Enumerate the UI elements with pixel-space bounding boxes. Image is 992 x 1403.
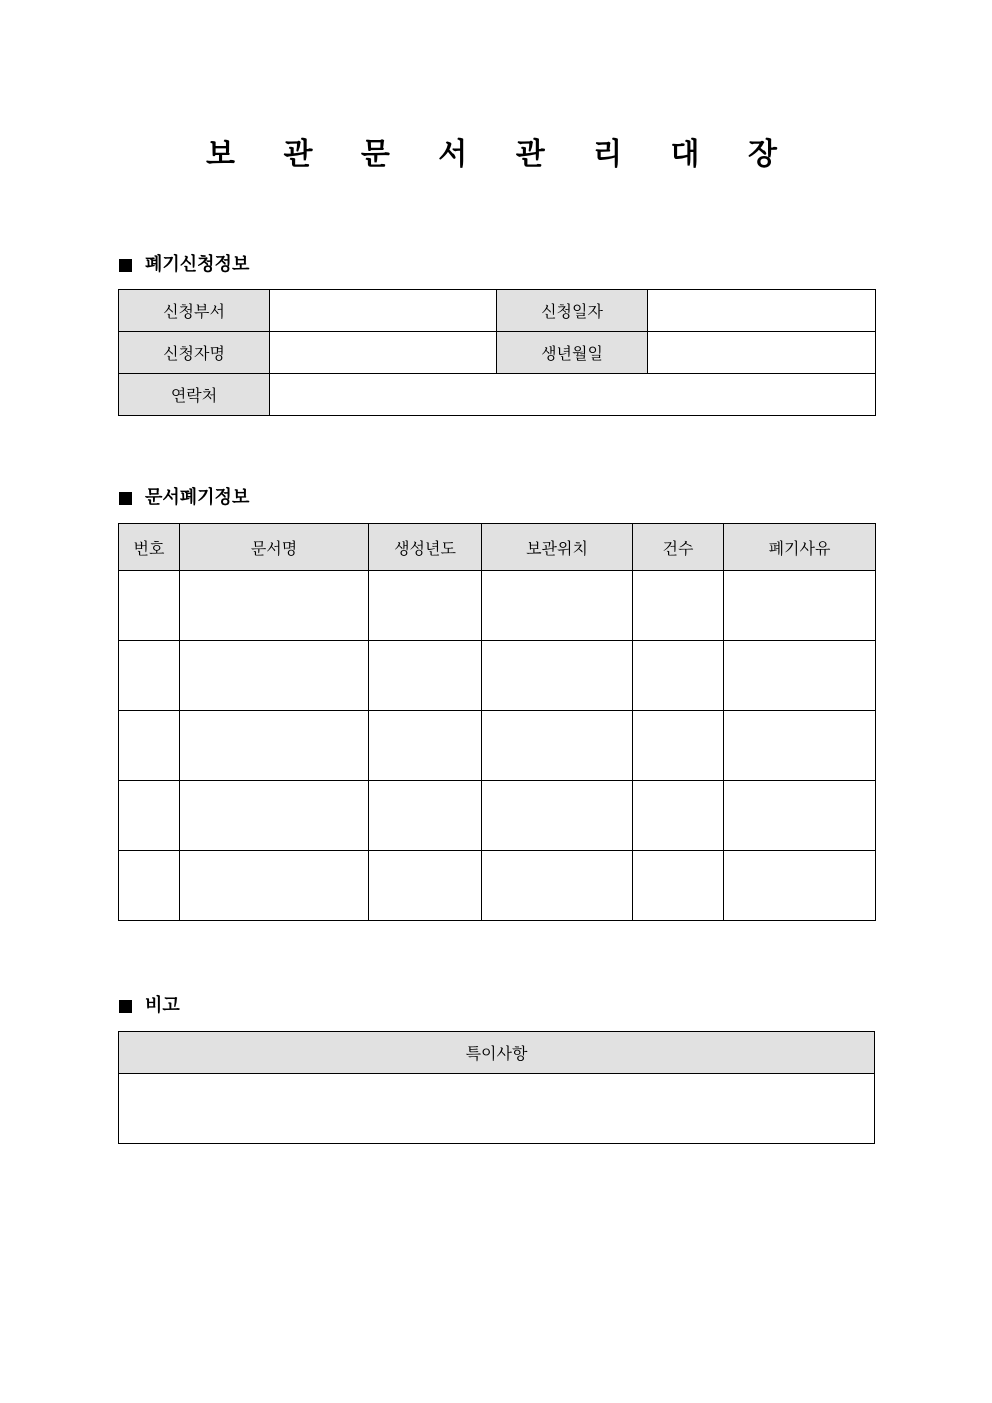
cell-disposal-reason[interactable] (724, 571, 876, 641)
table-row (119, 571, 876, 641)
cell-creation-year[interactable] (369, 781, 482, 851)
label-department: 신청부서 (119, 290, 270, 332)
remarks-table (118, 1031, 875, 1144)
field-request-date[interactable] (648, 290, 876, 332)
column-header-count: 건수 (633, 524, 724, 571)
square-bullet-icon (119, 492, 132, 505)
table-header-row (119, 524, 876, 571)
table-row (119, 711, 876, 781)
cell-number[interactable] (119, 571, 180, 641)
field-department[interactable] (270, 290, 497, 332)
cell-count[interactable] (633, 781, 724, 851)
table-row (119, 290, 876, 332)
cell-number[interactable] (119, 711, 180, 781)
table-header-row (119, 1032, 875, 1074)
request-info-table (118, 289, 876, 416)
column-header-creation-year: 생성년도 (369, 524, 482, 571)
cell-creation-year[interactable] (369, 711, 482, 781)
cell-document-name[interactable] (180, 641, 369, 711)
cell-creation-year[interactable] (369, 851, 482, 921)
cell-document-name[interactable] (180, 851, 369, 921)
cell-document-name[interactable] (180, 711, 369, 781)
column-header-document-name: 문서명 (180, 524, 369, 571)
table-row (119, 332, 876, 374)
cell-document-name[interactable] (180, 571, 369, 641)
cell-storage-location[interactable] (482, 571, 633, 641)
section-heading-request-text: 폐기신청정보 (145, 254, 250, 275)
section-heading-remarks (119, 994, 180, 1018)
table-row (119, 641, 876, 711)
label-birthdate: 생년월일 (497, 332, 648, 374)
field-contact[interactable] (270, 374, 876, 416)
label-request-date: 신청일자 (497, 290, 648, 332)
cell-count[interactable] (633, 641, 724, 711)
cell-storage-location[interactable] (482, 641, 633, 711)
cell-disposal-reason[interactable] (724, 711, 876, 781)
document-title: 보 관 문 서 관 리 대 장 (206, 137, 796, 172)
square-bullet-icon (119, 259, 132, 272)
cell-count[interactable] (633, 711, 724, 781)
cell-disposal-reason[interactable] (724, 781, 876, 851)
section-heading-disposal (119, 486, 249, 510)
table-row (119, 781, 876, 851)
cell-storage-location[interactable] (482, 711, 633, 781)
label-applicant: 신청자명 (119, 332, 270, 374)
column-header-number: 번호 (119, 524, 180, 571)
cell-number[interactable] (119, 781, 180, 851)
table-row (119, 374, 876, 416)
remarks-header: 특이사항 (119, 1032, 875, 1074)
table-row (119, 1074, 875, 1144)
column-header-disposal-reason: 폐기사유 (724, 524, 876, 571)
label-contact: 연락처 (119, 374, 270, 416)
cell-storage-location[interactable] (482, 781, 633, 851)
cell-disposal-reason[interactable] (724, 641, 876, 711)
cell-number[interactable] (119, 641, 180, 711)
disposal-table (118, 523, 876, 921)
remarks-field[interactable] (119, 1074, 875, 1144)
cell-number[interactable] (119, 851, 180, 921)
field-birthdate[interactable] (648, 332, 876, 374)
cell-disposal-reason[interactable] (724, 851, 876, 921)
cell-creation-year[interactable] (369, 571, 482, 641)
cell-count[interactable] (633, 851, 724, 921)
cell-creation-year[interactable] (369, 641, 482, 711)
section-heading-remarks-text: 비고 (145, 995, 180, 1016)
section-heading-disposal-text: 문서폐기정보 (145, 487, 250, 508)
cell-count[interactable] (633, 571, 724, 641)
cell-storage-location[interactable] (482, 851, 633, 921)
section-heading-request (119, 253, 249, 277)
table-row (119, 851, 876, 921)
cell-document-name[interactable] (180, 781, 369, 851)
field-applicant[interactable] (270, 332, 497, 374)
column-header-storage-location: 보관위치 (482, 524, 633, 571)
square-bullet-icon (119, 1000, 132, 1013)
